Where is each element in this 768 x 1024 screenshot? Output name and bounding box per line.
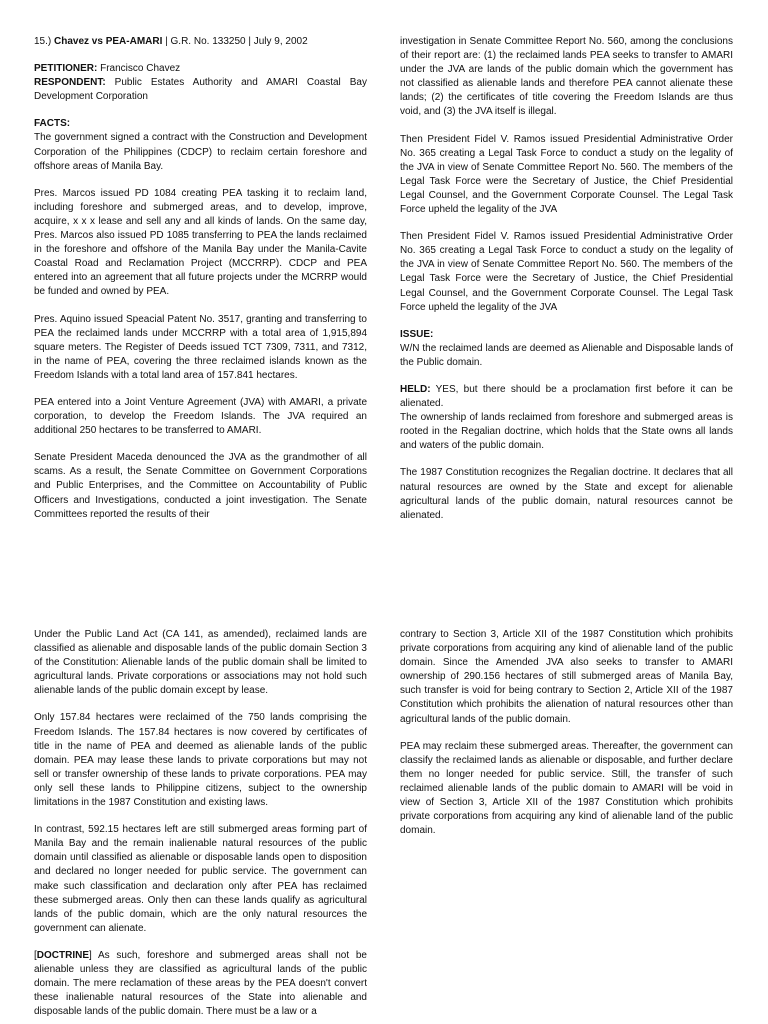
facts-paragraph-2: Pres. Marcos issued PD 1084 creating PEA tasking it to reclaim land, including foreshore and submerged areas, and to develop, improve, acquire, x x x lease and sell any and all kinds of lands. On the same day, Pres. Marcos also issued PD 1085 transferring to PEA the lands reclaimed in the foreshore and offshore of the Manila Bay under the Manila-Cavite Coastal Road and Reclamation Project (MCCRRP). CDCP and PEA entered into an agreement that all future projects under the MCRRP would be funded and owned by PEA. (34, 187, 367, 298)
constitution-paragraph: The 1987 Constitution recognizes the Regalian doctrine. It declares that all natural resources are owned by the State and except for alienable agricultural lands of the public domain, natural resources cannot be alienated. (400, 467, 733, 521)
respondent-label: RESPONDENT: (34, 77, 106, 89)
held-section (400, 383, 733, 453)
column-top-right (400, 35, 733, 523)
facts-paragraph-3: Pres. Aquino issued Speacial Patent No. 3517, granting and transferring to PEA the reclaimed lands under MCCRRP with a total area of 1,915,894 square meters. The Register of Deeds issued TCT 7309, 7311, and 7312, in the name of PEA, covering the three reclaimed islands known as the Freedom Islands with a total land area of 157.841 hectares. (34, 313, 367, 381)
submerged-areas-paragraph: In contrast, 592.15 hectares left are still submerged areas forming part of Manila Bay and the remain inalienable natural resources of the public domain until classified as alienable or disposable lands open to disposition and declared no longer needed for public service. The government can make such classification and declaration only after PEA has reclaimed these submerged areas. Only then can these lands qualify as agricultural lands of the public domain, which are the only natural resources the government can alienate. (34, 824, 367, 934)
petitioner-label: PETITIONER: (34, 63, 98, 75)
case-name: Chavez vs PEA-AMARI (54, 36, 163, 47)
column-bottom-left (34, 628, 367, 1019)
facts-section (34, 117, 367, 173)
legal-task-force-paragraph-2: Then President Fidel V. Ramos issued Presidential Administrative Order No. 365 creating a Legal Task Force to conduct a study on the legality of the JVA in view of Senate Committee Report No. 560. The members of the Legal Task Force were the Secretary of Justice, the Chief Presidential Legal Counsel, and the Government Corporate Counsel. The Legal Task Force upheld the legality of the JVA (400, 231, 733, 313)
senate-report-paragraph: investigation in Senate Committee Report No. 560, among the conclusions of their report are: (1) the reclaimed lands PEA seeks to transfer to AMARI under the JVA are lands of the public domain which the government has not classified as alienable lands and therefore PEA cannot alienate these lands; (2) the certificates of title covering the Freedom Islands are thus void, and (3) the JVA itself is illegal. (400, 36, 733, 118)
reclaim-submerged-paragraph: PEA may reclaim these submerged areas. Thereafter, the government can classify the reclaimed lands as alienable or disposable, and further declare them no longer needed for public service. Still, the transfer of such reclaimed alienable lands of the public domain to AMARI will be void in view of Section 3, Article XII of the 1987 Constitution which prohibits private corporations from acquiring any kind of alienable land of the public domain. (400, 740, 733, 837)
issue-section (400, 328, 733, 370)
column-top-left (34, 35, 367, 522)
issue-heading: ISSUE: (400, 328, 434, 340)
respondent-value: Public Estates Authority and AMARI Coastal Bay Development Corporation (34, 77, 367, 103)
amended-jva-paragraph: contrary to Section 3, Article XII of the 1987 Constitution which prohibits private corporations from acquiring any kind of alienable land of the public domain. Since the Amended JVA also seeks to transfer to AMARI ownership of 290.156 hectares of still submerged areas of Manila Bay, such transfer is void for being contrary to Section 2, Article XII of the 1987 Constitution which prohibits the alienation of natural resources other than agricultural lands of the public domain. (400, 629, 733, 725)
issue-text: W/N the reclaimed lands are deemed as Alienable and Disposable lands of the Public domain. (400, 342, 733, 368)
column-bottom-right (400, 628, 733, 838)
held-text: YES, but there should be a proclamation first before it can be alienated. (400, 383, 733, 410)
held-label: HELD: (400, 383, 431, 395)
facts-heading: FACTS: (34, 118, 71, 130)
legal-task-force-paragraph-1: Then President Fidel V. Ramos issued Presidential Administrative Order No. 365 creating a Legal Task Force to conduct a study on the legality of the JVA in view of Senate Committee Report No. 560. The members of the Legal Task Force were the Secretary of Justice, the Chief Presidential Legal Counsel, and the Government Corporate Counsel. The Legal Task Force upheld the legality of the JVA (400, 133, 733, 216)
freedom-islands-paragraph: Only 157.84 hectares were reclaimed of the 750 lands comprising the Freedom Islands. The 157.84 hectares is now covered by certificates of title in the name of PEA and deemed as alienable lands of the public domain. PEA may lease these lands to private corporations but may not sell or transfer ownership of these lands to private corporations. PEA may only sell these lands to Philippine citizens, subject to the ownership limitations in the 1987 Constitution and existing laws. (34, 712, 367, 809)
public-land-act-paragraph: Under the Public Land Act (CA 141, as amended), reclaimed lands are classified as alienable and disposable lands of the public domain Section 3 of the Constitution: Alienable lands of the public domain shall be limited to agricultural lands. Private corporations or associations may not hold such alienable lands of the public domain except by lease. (34, 629, 367, 697)
doctrine-bracket-open: [ (34, 949, 37, 961)
petitioner-value: Francisco Chavez (97, 63, 181, 75)
regalian-doctrine-text: The ownership of lands reclaimed from foreshore and submerged areas is rooted in the Regalian doctrine, which holds that the State owns all lands and waters of the public domain. (400, 412, 733, 452)
case-citation: | G.R. No. 133250 | July 9, 2002 (162, 36, 308, 47)
facts-paragraph-1: The government signed a contract with the Construction and Development Corporation of the Philippines (CDCP) to reclaim certain foreshore and offshore areas of Manila Bay. (34, 132, 367, 172)
doctrine-bracket-close: ] (89, 949, 92, 961)
facts-paragraph-4: PEA entered into a Joint Venture Agreement (JVA) with AMARI, a private corporation, to develop the Freedom Islands. The JVA required an additional 250 hectares to be transferred to AMARI. (34, 396, 367, 437)
facts-paragraph-5: Senate President Maceda denounced the JVA as the grandmother of all scams. As a result, the Senate Committee on Government Corporations and Public Enterprises, and the Committee on Accountability of Public Officers and Investigations, conducted a joint investigation. The Senate Committees reported the results of their (34, 452, 367, 520)
case-number: 15.) (34, 36, 52, 47)
doctrine-text: As such, foreshore and submerged areas shall not be alienable unless they are classified as agricultural lands of the public domain. The mere reclamation of these areas by the PEA doesn't convert these inalienable natural resources of the State into alienable and disposable lands of the public domain. There must be a law or a (34, 949, 367, 1018)
parties (34, 62, 367, 104)
doctrine-label: DOCTRINE (36, 949, 90, 961)
case-title (34, 35, 367, 49)
doctrine-paragraph (34, 949, 367, 1019)
